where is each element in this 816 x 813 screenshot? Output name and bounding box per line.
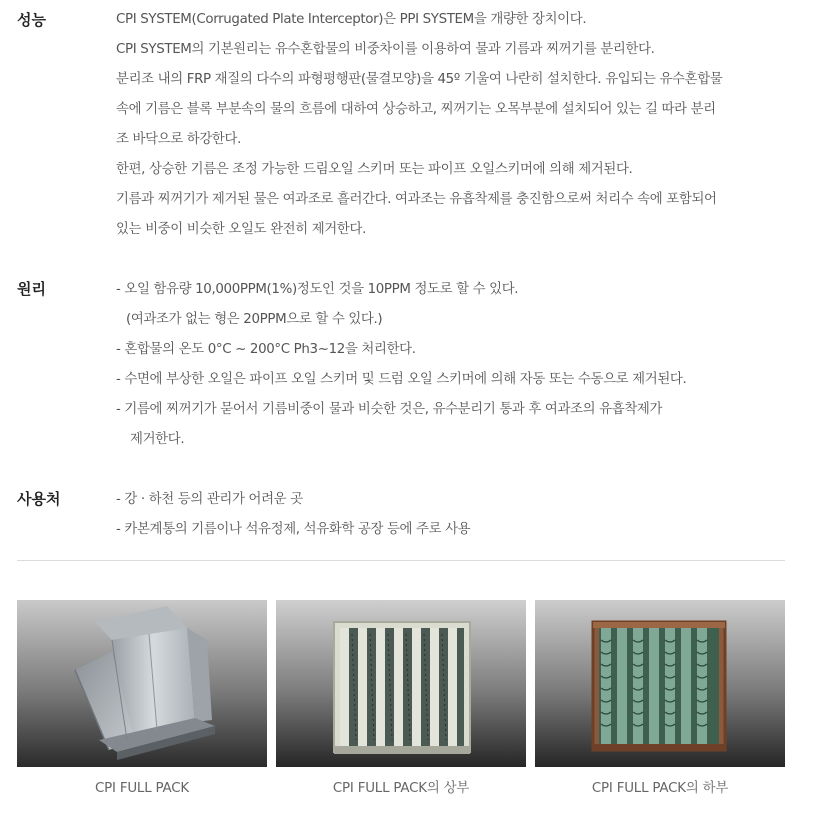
photo-cpi-full-pack-top: [276, 600, 526, 767]
performance-line: 있는 비중이 비슷한 오일도 완전히 제거한다.: [116, 222, 366, 237]
principle-line: 제거한다.: [130, 432, 185, 447]
performance-line: 분리조 내의 FRP 재질의 다수의 파형평행판(물결모양)을 45º 기울여 나란히 설치한다. 유입되는 유수혼합물: [116, 72, 723, 87]
usage-line: - 강 · 하천 등의 관리가 어려운 곳: [116, 492, 303, 507]
performance-line: 속에 기름은 블록 부분속의 물의 흐름에 대하여 상승하고, 찌꺼기는 오목부분에 설치되어 있는 길 따라 분리: [116, 102, 716, 117]
performance-line: CPI SYSTEM의 기본원리는 유수혼합물의 비중차이를 이용하여 물과 기름과 찌꺼기를 분리한다.: [116, 42, 655, 57]
caption-cpi-full-pack-top: CPI FULL PACK의 상부: [332, 781, 470, 796]
section-divider: [17, 560, 785, 561]
photo-cpi-full-pack: [17, 600, 267, 767]
principle-text: [116, 275, 796, 455]
usage-text: [116, 485, 796, 545]
performance-line: 조 바닥으로 하강한다.: [116, 132, 241, 147]
section-title-usage: 사용처: [17, 490, 61, 508]
caption-cpi-full-pack: CPI FULL PACK: [95, 781, 189, 796]
section-title-performance: 성능: [17, 11, 46, 29]
photo-cpi-full-pack-bottom: [535, 600, 785, 767]
performance-line: 한편, 상승한 기름은 조정 가능한 드림오일 스키머 또는 파이프 오일스키머에 의해 제거된다.: [116, 162, 633, 177]
principle-line: - 수면에 부상한 오일은 파이프 오일 스키머 및 드럼 오일 스키머에 의해 자동 또는 수동으로 제거된다.: [116, 372, 687, 387]
caption-cpi-full-pack-bottom: CPI FULL PACK의 하부: [591, 781, 729, 796]
performance-text: [116, 5, 796, 245]
principle-line: - 오일 함유량 10,000PPM(1%)정도인 것을 10PPM 정도로 할 수 있다.: [116, 282, 519, 297]
principle-line: - 기름에 찌꺼기가 묻어서 기름비중이 물과 비슷한 것은, 유수분리기 통과 후 여과조의 유흡착제가: [116, 402, 663, 417]
usage-line: - 카본계통의 기름이나 석유정제, 석유화학 공장 등에 주로 사용: [116, 522, 471, 537]
principle-line: - 혼합물의 온도 0°C ~ 200°C Ph3~12을 처리한다.: [116, 342, 416, 357]
performance-line: 기름과 찌꺼기가 제거된 물은 여과조로 흘러간다. 여과조는 유흡착제를 충진함으로써 처리수 속에 포함되어: [116, 192, 717, 207]
section-title-principle: 원리: [17, 280, 46, 298]
performance-line: CPI SYSTEM(Corrugated Plate Interceptor)은 PPI SYSTEM을 개량한 장치이다.: [116, 12, 587, 27]
principle-line: (여과조가 없는 형은 20PPM으로 할 수 있다.): [126, 312, 383, 327]
